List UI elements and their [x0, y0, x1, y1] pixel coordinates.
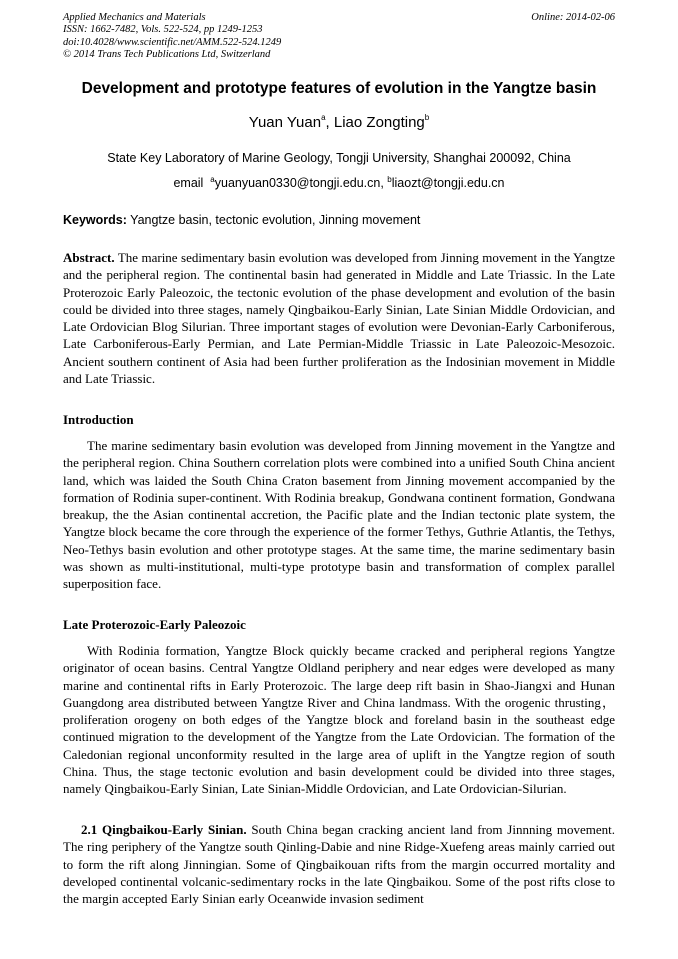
online-date: Online: 2014-02-06 — [531, 12, 615, 23]
copyright-line: © 2014 Trans Tech Publications Ltd, Switzerland — [63, 48, 271, 60]
email-b-sup: b — [387, 175, 392, 184]
affiliation: State Key Laboratory of Marine Geology, Tongji University, Shanghai 200092, China — [107, 151, 571, 165]
section-2-1-label: 2.1 Qingbaikou-Early Sinian. — [81, 822, 247, 837]
author-separator: , — [325, 114, 334, 131]
email-label: email — [173, 176, 204, 190]
author-2-sup: b — [424, 113, 430, 122]
author-2: Liao Zongting — [333, 114, 425, 131]
introduction-paragraph: The marine sedimentary basin evolution was developed from Jinning movement in the Yangtze and the peripheral region. China Southern correlation plots were combined into a unified South China ancient land, which was laided the South China Craton basement from Jinning movement accompanied by the formation of Rodinia super-continent. With Rodinia breakup, Gondwana continent formation, Gondwana breakup, the the Asian continental accretion, the Pacific plate and the Indian tectonic plate system, the Yangtze block became the core through the experience of the former Tethys, Guthrie Atlantis, the Tethys, Neo-Tethys basin evolution and other prototype stages. At the same time, the marine sedimentary basin was shown as multi-institutional, multi-type prototype basin and transformation of complex parallel superposition face. — [63, 438, 615, 592]
journal-name: Applied Mechanics and Materials — [63, 12, 206, 23]
email-line — [40, 176, 638, 190]
section-2-1-paragraph — [63, 821, 615, 907]
email-a-sup: a — [210, 175, 215, 184]
author-line — [40, 114, 638, 131]
keywords — [63, 213, 615, 227]
issn-line: ISSN: 1662-7482, Vols. 522-524, pp 1249-1253 — [63, 24, 263, 36]
introduction-heading: Introduction — [63, 412, 134, 427]
late-proterozoic-paragraph: With Rodinia formation, Yangtze Block quickly became cracked and peripheral regions Yangtze originator of ocean basins. Central Yangtze Oldland periphery and near edges were developed as many marine and continental rifts in Early Proterozoic. The large deep rift basin in Shao-Jiangxi and Hunan Guangdong area distributed between Yangtze River and China landmass. With the orogenic thrusting，proliferation orogeny on both edges of the Yangtze block and foreland basin in the southeast edge continued migration to the development of the Yangtze from the Late Ordovician. The formation of the Caledonian regional unconformity resulted in the large area of uplift in the Yangtze region of south China. Thus, the stage tectonic evolution and basin development could be divided into three stages, namely Qingbaikou-Early Sinian, Late Sinian-Middle Ordovician, and Late Ordovician-Silurian. — [63, 643, 615, 797]
late-proterozoic-heading: Late Proterozoic-Early Paleozoic — [63, 617, 246, 632]
author-1: Yuan Yuan — [248, 114, 322, 131]
section-2-1-text: South China began cracking ancient land from Jinnning movement. The ring periphery of the Yangtze south Qinling-Dabie and nine Ridge-Xuefeng areas mainly carried out to form the rift along Jinningian. Some of Qingbaikouan rifts from the margin occurred mortality and developed continental volcanic-sedimentary rocks in the late Qingbaikou. Some of the post rifts close to the margin accepted Early Sinian early Oceanwide invasion sediment — [63, 822, 615, 907]
email-a: yuanyuan0330@tongji.edu.cn, — [214, 176, 388, 190]
abstract-label: Abstract. — [63, 250, 115, 265]
paper-title: Development and prototype features of evolution in the Yangtze basin — [81, 80, 597, 97]
author-1-sup: a — [321, 113, 326, 122]
keywords-label: Keywords: — [63, 213, 127, 227]
keywords-text: Yangtze basin, tectonic evolution, Jinning movement — [126, 213, 421, 227]
abstract-text: The marine sedimentary basin evolution was developed from Jinning movement in the Yangtze and the peripheral region. The continental basin had generated in Middle and Late Triassic. In the Late Proterozoic Early Paleozoic, the tectonic evolution of the phase development and evolution of the basin could be divided into three stages, namely Qingbaikou-Early Sinian, Late Sinian Middle Ordovician, and Late Ordovician Blog Silurian. Three important stages of evolution were Devonian-Early Carboniferous, Late Carboniferous-Early Permian, and Late Permian-Middle Triassic in Late Paleozoic-Mesozoic. Ancient southern continent of Asia had been further proliferation as the Indosinian movement in Middle and Late Triassic. — [63, 250, 615, 387]
doi-line: doi:10.4028/www.scientific.net/AMM.522-524.1249 — [63, 36, 282, 48]
journal-header — [63, 12, 615, 61]
email-b: liaozt@tongji.edu.cn — [391, 176, 505, 190]
abstract — [63, 249, 615, 387]
